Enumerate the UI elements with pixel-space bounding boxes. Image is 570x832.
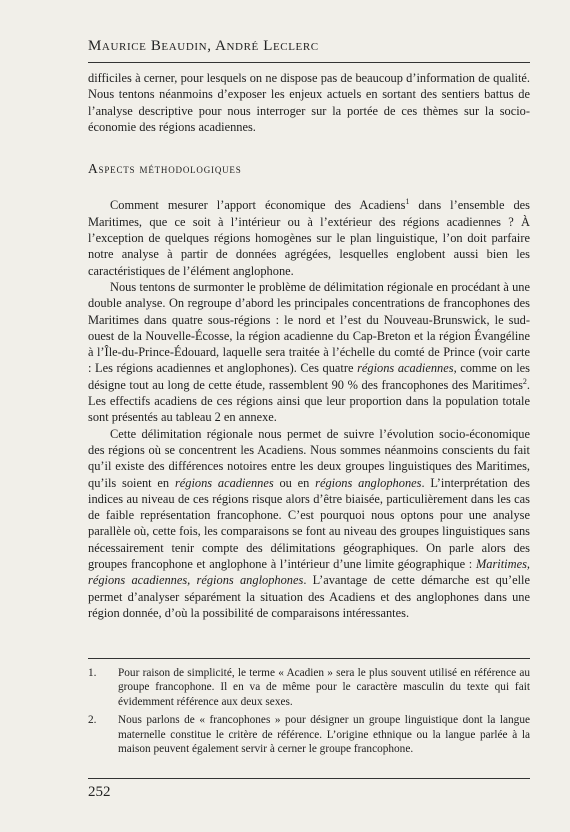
section-heading: Aspects méthodologiques (88, 161, 242, 177)
page-number: 252 (88, 784, 111, 800)
paragraph-3-emphasis-3: Maritimes, régions acadiennes, régions anglophones (88, 557, 530, 588)
footnote-ref-2[interactable]: 2 (522, 376, 527, 386)
paragraph-2 (88, 279, 530, 426)
paragraph-3-emphasis-2: régions anglophones (315, 475, 422, 490)
paragraph-1-text-b: dans l’ensemble des Maritimes, que ce soit à l’intérieur ou à l’extérieur des régions acadiennes ? À l’exception de quelques régions homogènes sur le plan linguistique, l’on doit parfaire notre analyse à partir de données agrégées, lesquelles englobent aussi bien les caractéristiques de l’élément anglophone. (88, 198, 530, 278)
footnote-rule (88, 658, 530, 659)
footnote-text: Pour raison de simplicité, le terme « Acadien » sera le plus souvent utilisé en référence au groupe francophone. Il en va de même pour le caractère masculin du texte qui fait évidemment référence aux deux sexes. (118, 667, 530, 708)
footnote-1 (88, 666, 530, 709)
running-head: Maurice Beaudin, André Leclerc (88, 38, 319, 54)
paragraph-1 (88, 197, 530, 278)
footnote-number: 2. (88, 714, 97, 727)
paragraph-3-text-a: Cette délimitation régionale nous permet de suivre l’évolution socio-économique des régions où se concentrent les Acadiens. Nous sommes néanmoins conscients du fait qu’il existe des différences notoires entre les deux groupes linguistiques des Maritimes, qu’ils soient en (88, 426, 530, 490)
paragraph-3-emphasis-1: régions acadiennes (174, 475, 274, 490)
intro-paragraph: difficiles à cerner, pour lesquels on ne dispose pas de beaucoup d’information de qualité. Nous tentons néanmoins d’exposer les enjeux actuels en sortant des sentiers battus de l’analyse descriptive pour nous interroger sur la portée de ces thèmes sur la socio-économie des régions acadiennes. (88, 71, 530, 134)
paragraph-3-text-d: . L’avantage de cette démarche est qu’elle permet d’analyser séparément la situation des Acadiens et des anglophones dans une région donnée, d’où la possibilité de comparaisons intéressantes. (88, 573, 530, 620)
paragraph-2-emphasis: régions acadiennes (357, 361, 454, 376)
paragraph-2-text-c: . Les effectifs acadiens de ces régions ainsi que leur proportion dans la population totale sont présentés au tableau 2 en annexe. (88, 377, 530, 425)
footnotes (88, 666, 530, 760)
body-text (88, 70, 530, 621)
paragraph-3-text-c: . L’interprétation des indices au niveau de ces régions risque alors d’être biaisée, particulièrement dans les cas de faible représentation francophone. C’est pourquoi nous optons pour une analyse parallèle où, cette fois, les comparaisons se font au niveau des groupes linguistiques sans nécessairement tenir compte des délimitations géographiques. On parle alors des groupes francophone et anglophone à l’intérieur d’une limite géographique : (88, 475, 530, 572)
paragraph-2-text-b: , comme on les désigne tout au long de cette étude, rassemblent 90 % des francophones des Maritimes (88, 361, 530, 392)
paragraph-3 (88, 426, 530, 622)
footnote-number: 1. (88, 667, 97, 679)
footnote-text: Nous parlons de « francophones » pour désigner un groupe linguistique dont la langue maternelle constitue le critère de référence. L’origine ethnique ou la langue parlée à la maison peuvent également servir à cerner le groupe francophone. (118, 714, 530, 756)
paragraph-3-text-b: ou en (273, 475, 316, 490)
paragraph-1-text-a: Comment mesurer l’apport économique des Acadiens (110, 198, 406, 213)
paragraph-2-text-a: Nous tentons de surmonter le problème de délimitation régionale en procédant à une double analyse. On regroupe d’abord les principales concentrations de francophones des Maritimes dans quatre sous-régions : le nord et l’est du Nouveau-Brunswick, le sud-ouest de la Nouvelle-Écosse, la région acadienne du Cap-Breton et la région Évangéline à l’Île-du-Prince-Édouard, laquelle sera traitée à l’échelle du comté de Prince (voir carte : Les régions acadiennes et anglophones). Ces quatre (88, 279, 530, 376)
header-rule (88, 62, 530, 63)
footnote-ref-1[interactable]: 1 (405, 197, 410, 207)
footnote-2 (88, 713, 530, 756)
footer-rule (88, 778, 530, 779)
